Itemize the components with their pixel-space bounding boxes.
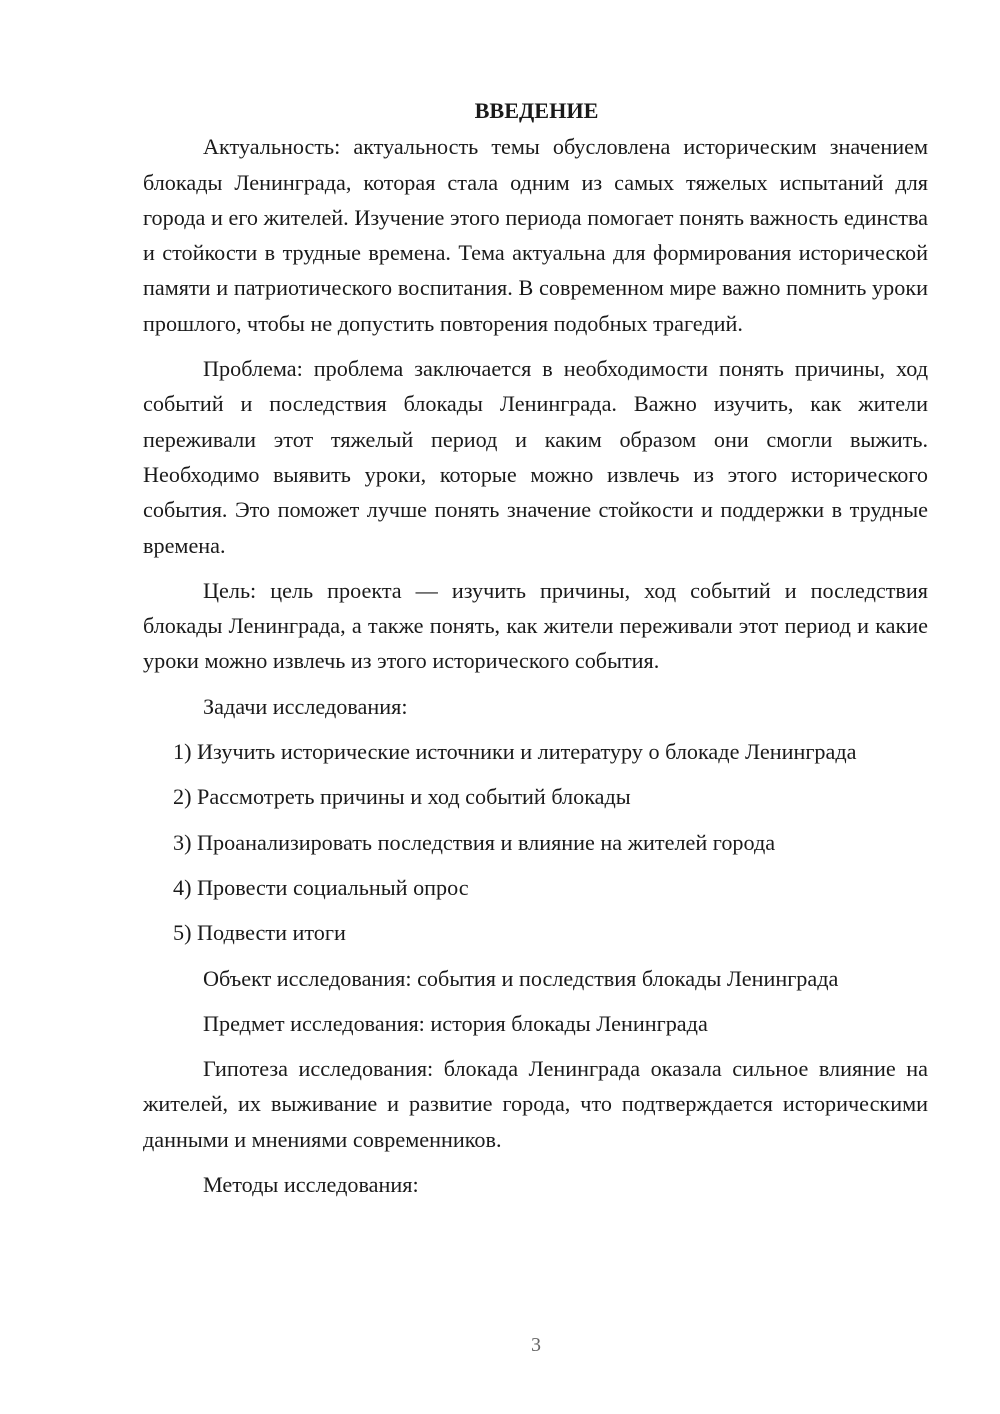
page-content [143, 93, 928, 1212]
task-item-4: 4) Провести социальный опрос [173, 874, 469, 900]
goal-paragraph: Цель: цель проекта — изучить причины, ход событий и последствия блокады Ленинграда, а также понять, как жители переживали этот период и какие уроки можно извлечь из этого исторического события. [143, 577, 928, 674]
section-heading: ВВЕДЕНИЕ [474, 98, 599, 123]
subject-paragraph: Предмет исследования: история блокады Ленинграда [203, 1010, 708, 1036]
task-item-2: 2) Рассмотреть причины и ход событий блокады [173, 784, 631, 810]
relevance-paragraph: Актуальность: актуальность темы обусловлена историческим значением блокады Ленинграда, которая стала одним из самых тяжелых испытаний для города и его жителей. Изучение этого периода помогает понять важность единства и стойкости в трудные времена. Тема актуальна для формирования исторической памяти и патриотического воспитания. В современном мире важно помнить уроки прошлого, чтобы не допустить повторения подобных трагедий. [143, 134, 928, 336]
problem-paragraph: Проблема: проблема заключается в необходимости понять причины, ход событий и последствия блокады Ленинграда. Важно изучить, как жители переживали этот тяжелый период и каким образом они смогли выжить. Необходимо выявить уроки, которые можно извлечь из этого исторического события. Это поможет лучше понять значение стойкости и поддержки в трудные времена. [143, 356, 928, 558]
tasks-heading: Задачи исследования: [203, 693, 408, 719]
object-paragraph: Объект исследования: события и последствия блокады Ленинграда [203, 965, 839, 991]
task-item-3: 3) Проанализировать последствия и влияние на жителей города [173, 829, 776, 855]
page-number: 3 [531, 1334, 541, 1356]
tasks-list [143, 734, 928, 950]
task-item-5: 5) Подвести итоги [173, 920, 346, 946]
task-item-1: 1) Изучить исторические источники и литературу о блокаде Ленинграда [173, 739, 857, 765]
hypothesis-paragraph: Гипотеза исследования: блокада Ленинграда оказала сильное влияние на жителей, их выживание и развитие города, что подтверждается историческими данными и мнениями современников. [143, 1056, 928, 1152]
methods-paragraph: Методы исследования: [203, 1172, 419, 1198]
